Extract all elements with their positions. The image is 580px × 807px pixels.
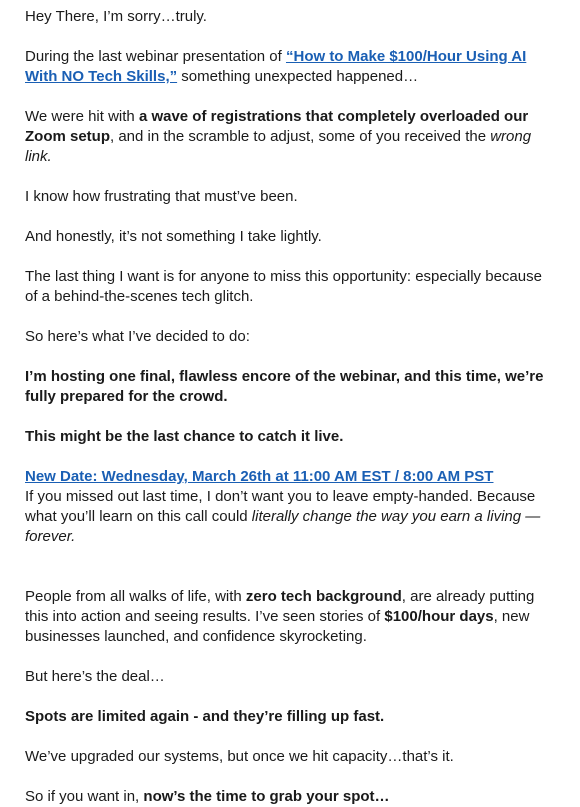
paragraph-missed-out [25, 487, 555, 547]
paragraph-walks-of-life [25, 587, 555, 647]
text-span: , and in the scramble to adjust, some of you received the [110, 128, 491, 145]
paragraph-honestly: And honestly, it’s not something I take lightly. [25, 228, 322, 245]
bold-text: zero tech background [245, 588, 402, 605]
italic-text: wrong link. [25, 128, 532, 165]
text-span: , new businesses launched, and confidence skyrocketing. [25, 608, 530, 645]
italic-text: literally change the way you earn a living — forever. [25, 508, 541, 545]
greeting: Hey There, I’m sorry…truly. [25, 8, 207, 25]
text-span: , are already putting this into action and seeing results. I’ve seen stories of [25, 588, 535, 625]
text-span: During the last webinar presentation of [25, 48, 286, 65]
paragraph-webinar-intro [25, 47, 555, 87]
text-span: We were hit with [25, 108, 139, 125]
bold-text: now’s the time to grab your spot… [143, 788, 390, 805]
bold-text: $100/hour days [384, 608, 494, 625]
paragraph-decided: So here’s what I’ve decided to do: [25, 328, 250, 345]
paragraph-encore: I’m hosting one final, flawless encore of the webinar, and this time, we’re fully prepared for the crowd. [25, 368, 544, 405]
paragraph-overload [25, 107, 555, 167]
email-body [25, 7, 555, 807]
paragraph-grab-spot [25, 787, 555, 807]
paragraph-frustrating: I know how frustrating that must’ve been. [25, 188, 298, 205]
text-span: something unexpected happened… [177, 68, 419, 85]
text-span: If you missed out last time, I don’t want you to leave empty-handed. Because what you’ll learn on this call could [25, 488, 536, 525]
paragraph-spots-limited: Spots are limited again - and they’re filling up fast. [25, 708, 385, 725]
bold-text: a wave of registrations that completely overloaded our Zoom setup [25, 108, 529, 145]
paragraph-the-deal: But here’s the deal… [25, 668, 165, 685]
text-span: So if you want in, [25, 788, 144, 805]
paragraph-last-thing: The last thing I want is for anyone to miss this opportunity: especially because of a behind-the-scenes tech glitch. [25, 268, 542, 305]
paragraph-upgraded: We’ve upgraded our systems, but once we hit capacity…that’s it. [25, 748, 454, 765]
text-span: People from all walks of life, with [25, 588, 246, 605]
new-date-link[interactable]: New Date: Wednesday, March 26th at 11:00 AM EST / 8:00 AM PST [25, 468, 494, 485]
date-link-line [25, 467, 555, 487]
paragraph-last-chance: This might be the last chance to catch it live. [25, 428, 344, 445]
webinar-title-link[interactable]: “How to Make $100/Hour Using AI With NO Tech Skills,” [25, 48, 527, 85]
